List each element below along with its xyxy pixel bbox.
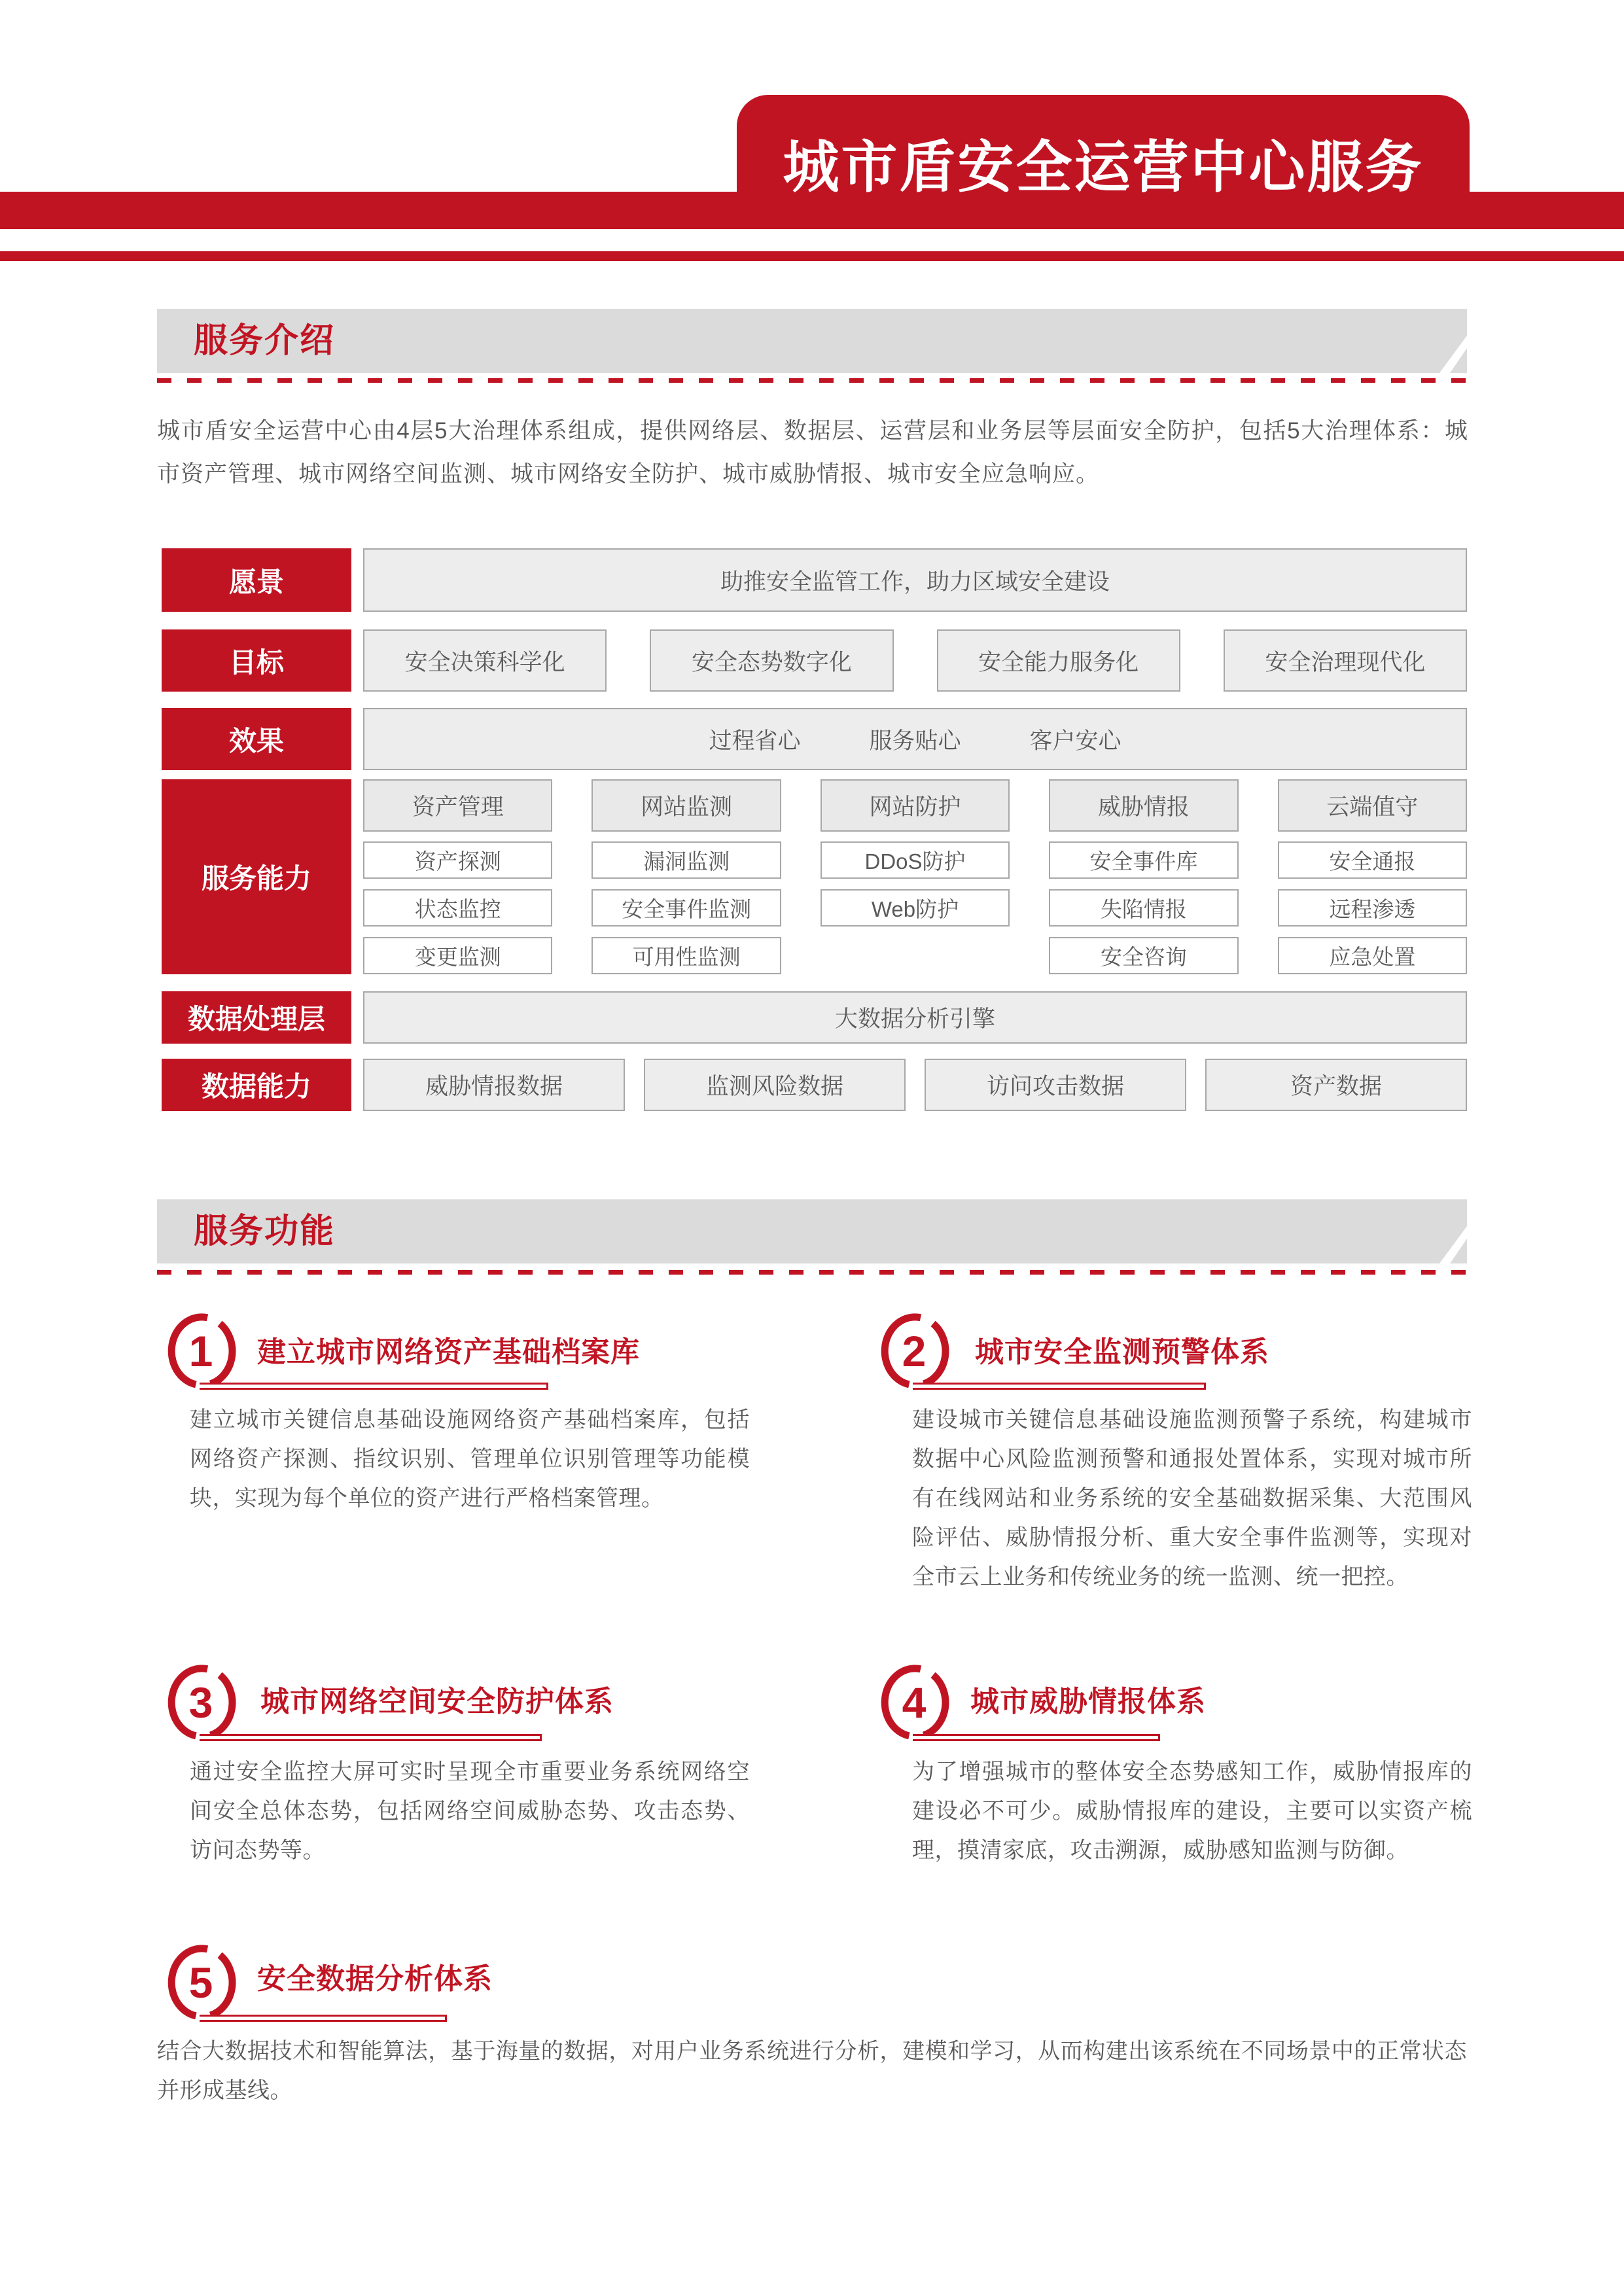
capability-header: 云端值守: [1278, 779, 1467, 832]
feature-1-underline: [200, 1383, 548, 1390]
feature-5-number: 5: [188, 1958, 213, 2007]
data-ability-item: 资产数据: [1205, 1059, 1467, 1111]
feature-5: [157, 1941, 1469, 2137]
section-title-functions: 服务功能: [194, 1212, 336, 1250]
effects-row: [363, 708, 1467, 770]
feature-3-number: 3: [188, 1678, 213, 1727]
feature-1-title: 建立城市网络资产基础档案库: [257, 1336, 640, 1368]
goal-item: 安全能力服务化: [937, 629, 1180, 692]
capability-item: 状态监控: [363, 889, 552, 927]
capability-item: 安全通报: [1278, 841, 1467, 879]
feature-3-underline: [200, 1734, 542, 1741]
capability-item: 变更监测: [363, 937, 552, 974]
feature-4-underline: [913, 1734, 1160, 1741]
dashed-divider-intro: [157, 378, 1470, 383]
data-ability-row: [363, 1059, 1467, 1111]
section-bar-intro-bg: [157, 309, 1467, 373]
goals-row: [363, 629, 1467, 692]
page-title-box: [737, 95, 1470, 229]
capability-item: 安全事件库: [1049, 841, 1238, 879]
banner-red-stripe: [0, 251, 1624, 261]
page-title: 城市盾安全运营中心服务: [783, 135, 1424, 199]
capability-column: [1049, 779, 1238, 974]
dashed-divider-functions: [157, 1270, 1470, 1275]
section-bar-intro: [157, 309, 1467, 373]
feature-2-body: 建设城市关键信息基础设施监测预警子系统，构建城市数据中心风险监测预警和通报处置体系，实现对城市所有在线网站和业务系统的安全基础数据采集、大范围风险评估、威胁情报分析、重大安全事件监测等，实现对全市云上业务和传统业务的统一监测、统一把控。: [912, 1407, 1472, 1589]
effect-item: 服务贴心: [869, 728, 961, 754]
capability-header: 资产管理: [363, 779, 552, 832]
feature-4: [870, 1661, 1479, 1935]
capability-item: 资产探测: [363, 841, 552, 879]
capability-column: [821, 779, 1010, 974]
feature-3-body: 通过安全监控大屏可实时呈现全市重要业务系统网络空间安全总体态势，包括网络空间威胁态势、攻击态势、访问态势等。: [190, 1759, 750, 1863]
capability-header: 网站监测: [591, 779, 781, 832]
feature-2-underline: [913, 1383, 1206, 1390]
feature-3: [157, 1661, 759, 1896]
effect-item: 客户安心: [1029, 728, 1121, 754]
capability-column: [363, 779, 552, 974]
section-title-intro: 服务介绍: [194, 322, 336, 360]
feature-1: [157, 1309, 759, 1617]
feature-4-number: 4: [902, 1678, 927, 1727]
data-ability-item: 监测风险数据: [644, 1059, 906, 1111]
capability-item: 远程渗透: [1278, 889, 1467, 927]
data-ability-item: 威胁情报数据: [363, 1059, 625, 1111]
label-capabilities: 服务能力: [162, 779, 351, 974]
capability-item: DDoS防护: [821, 841, 1010, 879]
section-bar-functions-bg: [157, 1199, 1467, 1263]
feature-2: [870, 1309, 1479, 1650]
capability-column: [1278, 779, 1467, 974]
feature-5-underline: [200, 2015, 447, 2022]
capability-header: 网站防护: [821, 779, 1010, 832]
capability-column: [591, 779, 781, 974]
capability-item: Web防护: [821, 889, 1010, 927]
data-layer-value: 大数据分析引擎: [363, 991, 1467, 1044]
intro-paragraph: 城市盾安全运营中心由4层5大治理体系组成，提供网络层、数据层、运营层和业务层等层面安全防护，包括5大治理体系：城市资产管理、城市网络空间监测、城市网络安全防护、城市威胁情报、城市安全应急响应。: [157, 418, 1468, 487]
label-data-layer: 数据处理层: [162, 991, 351, 1044]
goal-item: 安全决策科学化: [363, 629, 607, 692]
capability-header: 威胁情报: [1049, 779, 1238, 832]
capability-item: 应急处置: [1278, 937, 1467, 974]
capability-item: 失陷情报: [1049, 889, 1238, 927]
feature-2-number: 2: [902, 1327, 927, 1375]
capabilities-grid: [363, 779, 1467, 974]
capability-item: 安全咨询: [1049, 937, 1238, 974]
label-effects: 效果: [162, 708, 351, 770]
feature-5-body: 结合大数据技术和智能算法，基于海量的数据，对用户业务系统进行分析，建模和学习，从而构建出该系统在不同场景中的正常状态并形成基线。: [157, 2039, 1467, 2103]
goal-item: 安全态势数字化: [650, 629, 893, 692]
feature-2-title: 城市安全监测预警体系: [975, 1336, 1269, 1368]
feature-3-title: 城市网络空间安全防护体系: [260, 1686, 614, 1718]
label-vision: 愿景: [162, 548, 351, 612]
feature-4-title: 城市威胁情报体系: [970, 1686, 1206, 1718]
feature-1-body: 建立城市关键信息基础设施网络资产基础档案库，包括网络资产探测、指纹识别、管理单位识别管理等功能模块，实现为每个单位的资产进行严格档案管理。: [190, 1407, 750, 1511]
label-goals: 目标: [162, 629, 351, 692]
data-ability-item: 访问攻击数据: [925, 1059, 1186, 1111]
effect-item: 过程省心: [709, 728, 801, 754]
capability-item: 漏洞监测: [591, 841, 781, 879]
section-bar-functions: [157, 1199, 1467, 1263]
capability-item: 安全事件监测: [591, 889, 781, 927]
feature-5-title: 安全数据分析体系: [257, 1963, 493, 1995]
label-data-ability: 数据能力: [162, 1059, 351, 1111]
vision-value: 助推安全监管工作，助力区域安全建设: [363, 548, 1467, 612]
capability-item: 可用性监测: [591, 937, 781, 974]
feature-1-number: 1: [188, 1327, 213, 1375]
goal-item: 安全治理现代化: [1224, 629, 1467, 692]
feature-4-body: 为了增强城市的整体安全态势感知工作，威胁情报库的建设必不可少。威胁情报库的建设，主要可以实资产梳理，摸清家底，攻击溯源，威胁感知监测与防御。: [912, 1759, 1472, 1863]
